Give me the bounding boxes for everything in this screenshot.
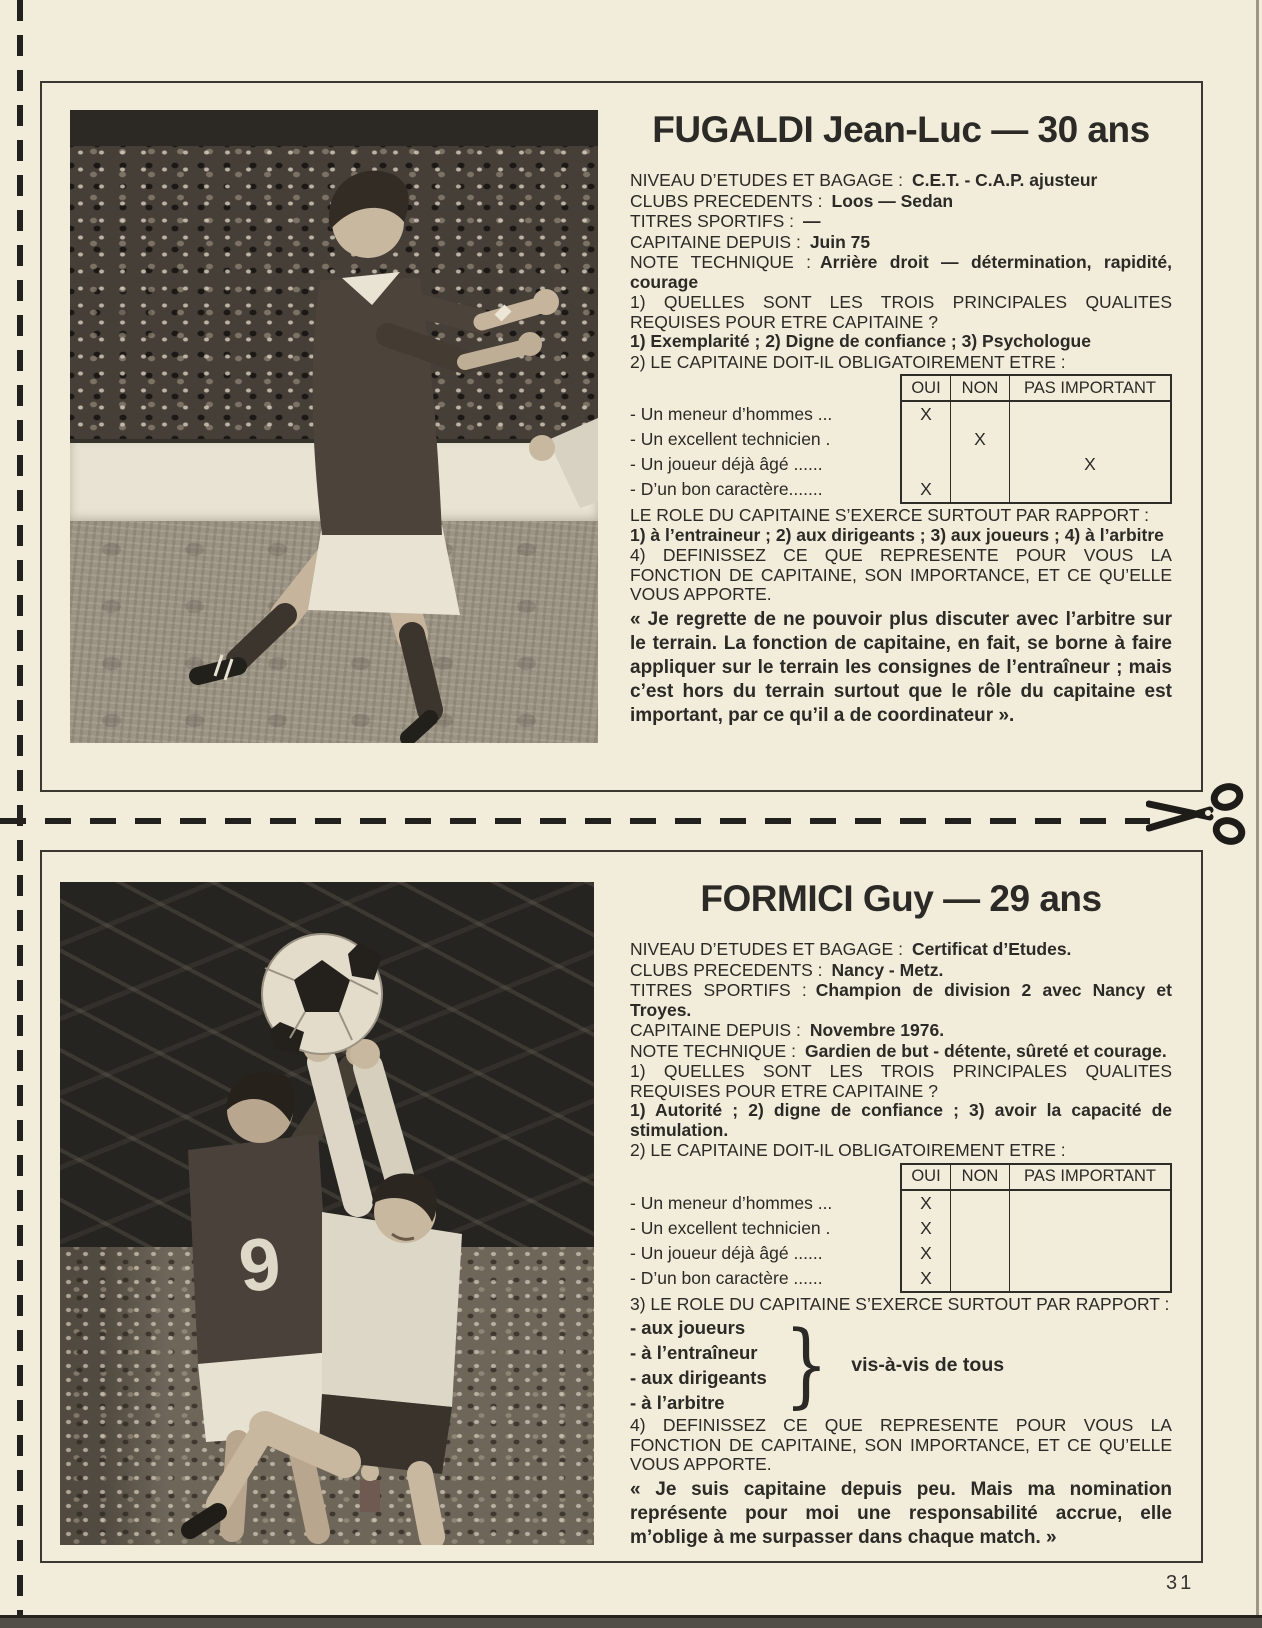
player-quote: « Je regrette de ne pouvoir plus discuter avec l’arbitre sur le terrain. La fonction de capitaine, en fait, se borne à faire appliquer sur le terrain les consignes de l’entraîneur ; mais c’est hors du terrain surtout que le rôle du capitaine est important, par ce qu’il a de coordinateur ».	[630, 608, 1172, 726]
header-non: NON	[951, 1164, 1010, 1190]
cut-dashed-line	[0, 818, 1150, 824]
field-value: Juin 75	[809, 231, 871, 252]
mark-cell	[1010, 1241, 1172, 1266]
question-3-label: 3) LE ROLE DU CAPITAINE S’EXERCE SURTOUT PAR RAPPORT :	[630, 1293, 1170, 1314]
field-label: CAPITAINE DEPUIS :	[630, 1020, 801, 1040]
field-line	[630, 981, 1172, 1020]
mark-cell	[951, 1216, 1010, 1241]
page-right-edge	[1256, 0, 1259, 1628]
mark-cell	[1010, 477, 1172, 503]
field-line	[630, 1042, 1172, 1062]
rapport-list	[630, 1315, 767, 1415]
field-value: Gardien de but - détente, sûreté et courage.	[804, 1040, 1167, 1061]
mark-cell	[951, 1241, 1010, 1266]
field-value: Novembre 1976.	[809, 1020, 945, 1040]
field-label: TITRES SPORTIFS :	[630, 211, 795, 231]
table-header-row	[901, 375, 1171, 401]
criteria-label: - D’un bon caractère ......	[630, 1267, 823, 1288]
background-figure	[360, 1463, 380, 1512]
mark-cell: X	[1010, 452, 1172, 477]
photo-fugaldi	[70, 110, 598, 743]
photo-formici	[60, 882, 594, 1545]
header-oui: OUI	[901, 1164, 951, 1190]
criteria-row-labels	[630, 1163, 900, 1293]
profile-title: FORMICI Guy — 29 ans	[700, 878, 1102, 919]
field-label: CLUBS PRECEDENTS :	[630, 190, 823, 211]
mark-cell: X	[920, 1217, 932, 1238]
question-3-answer: 1) à l’entraineur ; 2) aux dirigeants ; 3) aux joueurs ; 4) à l’arbitre	[630, 524, 1164, 545]
criteria-label: - D’un bon caractère.......	[630, 479, 823, 499]
question-1-label: 1) QUELLES SONT LES TROIS PRINCIPALES QUALITES REQUISES POUR ETRE CAPITAINE ?	[630, 1061, 1172, 1101]
left-trim-dashed-line	[17, 0, 23, 1628]
table-row	[901, 1266, 1171, 1292]
field-value: —	[803, 211, 821, 231]
field-label: NIVEAU D’ETUDES ET BAGAGE :	[630, 939, 903, 959]
table-row	[901, 1216, 1171, 1241]
field-value: Champion de division 2 avec Nancy et Troyes.	[630, 980, 1172, 1020]
rapport-item: - à l’arbitre	[630, 1392, 725, 1413]
field-value: Arrière droit — détermination, rapidité, courage	[630, 252, 1172, 292]
profile-text-formici	[630, 874, 1172, 1550]
question-4-label: 4) DEFINISSEZ CE QUE REPRESENTE POUR VOUS LA FONCTION DE CAPITAINE, SON IMPORTANCE, ET CE QU’ELLE VOUS APPORTE.	[630, 1415, 1172, 1474]
criteria-label: - Un excellent technicien .	[630, 1217, 831, 1238]
header-pas-important: PAS IMPORTANT	[1010, 1164, 1172, 1190]
table-row	[901, 401, 1171, 427]
goalkeeper-illustration	[60, 882, 594, 1545]
field-line	[630, 253, 1172, 292]
rapport-item: - aux dirigeants	[630, 1367, 767, 1388]
profile-card-formici	[40, 850, 1203, 1563]
mark-cell	[901, 452, 951, 477]
field-line	[630, 192, 1172, 212]
mark-cell	[1010, 1216, 1172, 1241]
player-figure	[198, 171, 559, 738]
table-row	[901, 452, 1171, 477]
question-2-label: 2) LE CAPITAINE DOIT-IL OBLIGATOIREMENT ETRE :	[630, 351, 1066, 372]
mark-cell	[951, 1266, 1010, 1292]
field-label: NOTE TECHNIQUE :	[630, 252, 811, 272]
mark-cell	[1010, 427, 1172, 452]
table-row	[901, 427, 1171, 452]
criteria-row-labels	[630, 374, 900, 504]
field-line	[630, 171, 1172, 191]
field-label: NIVEAU D’ETUDES ET BAGAGE :	[630, 170, 903, 190]
brace-icon: }	[784, 1311, 828, 1418]
field-line	[630, 1021, 1172, 1041]
criteria-table-group	[630, 1163, 1172, 1293]
mark-cell	[951, 477, 1010, 503]
oui-non-table	[900, 1163, 1172, 1293]
page-number: 31	[1166, 1572, 1195, 1594]
rapport-item: - aux joueurs	[630, 1317, 746, 1338]
profile-text-fugaldi	[630, 105, 1172, 728]
mark-cell	[1010, 1190, 1172, 1216]
player-figure-illustration	[70, 110, 598, 743]
criteria-label: - Un joueur déjà âgé ......	[630, 1242, 823, 1263]
field-line	[630, 940, 1172, 960]
table-header-row	[901, 1164, 1171, 1190]
field-value: Certificat d’Etudes.	[911, 939, 1072, 959]
mark-cell	[1010, 401, 1172, 427]
mark-cell	[951, 452, 1010, 477]
question-3-label: LE ROLE DU CAPITAINE S’EXERCE SURTOUT PAR RAPPORT :	[630, 505, 1149, 525]
rapport-item: - à l’entraîneur	[630, 1342, 758, 1363]
field-value: C.E.T. - C.A.P. ajusteur	[911, 170, 1098, 190]
criteria-label: - Un meneur d’hommes ...	[630, 1192, 833, 1213]
mark-cell	[1010, 1266, 1172, 1292]
question-1-answer: 1) Autorité ; 2) digne de confiance ; 3) avoir la capacité de stimulation.	[630, 1100, 1172, 1140]
player-quote: « Je suis capitaine depuis peu. Mais ma nomination représente pour moi une responsabilité accrue, elle m’oblige à me surpasser dans chaque match. »	[630, 1478, 1172, 1548]
mark-cell: X	[920, 479, 932, 499]
field-label: NOTE TECHNIQUE :	[630, 1040, 796, 1061]
mark-cell: X	[920, 1242, 932, 1263]
bottom-scan-bar	[0, 1615, 1262, 1628]
field-label: CAPITAINE DEPUIS :	[630, 231, 801, 252]
mark-cell	[951, 1190, 1010, 1216]
rapport-note: vis-à-vis de tous	[851, 1353, 1005, 1376]
field-line	[630, 961, 1172, 981]
profile-card-fugaldi	[40, 81, 1203, 792]
header-non: NON	[951, 375, 1010, 401]
table-row	[901, 1241, 1171, 1266]
mark-cell: X	[920, 1267, 932, 1288]
football-ball	[262, 934, 382, 1054]
mark-cell: X	[920, 404, 932, 424]
mark-cell: X	[951, 427, 1010, 452]
field-line	[630, 212, 1172, 232]
header-oui: OUI	[901, 375, 951, 401]
header-pas-important: PAS IMPORTANT	[1010, 375, 1172, 401]
mark-cell: X	[920, 1192, 932, 1213]
field-value: Loos — Sedan	[831, 190, 954, 211]
oui-non-table	[900, 374, 1172, 504]
criteria-label: - Un joueur déjà âgé ......	[630, 454, 823, 474]
question-1-label: 1) QUELLES SONT LES TROIS PRINCIPALES QUALITES REQUISES POUR ETRE CAPITAINE ?	[630, 292, 1172, 332]
question-4-label: 4) DEFINISSEZ CE QUE REPRESENTE POUR VOUS LA FONCTION DE CAPITAINE, SON IMPORTANCE, ET CE QU’ELLE VOUS APPORTE.	[630, 545, 1172, 604]
field-label: CLUBS PRECEDENTS :	[630, 959, 823, 980]
rapport-brace-group	[630, 1311, 1172, 1418]
question-2-label: 2) LE CAPITAINE DOIT-IL OBLIGATOIREMENT ETRE :	[630, 1140, 1066, 1160]
criteria-label: - Un meneur d’hommes ...	[630, 404, 833, 424]
table-row	[901, 1190, 1171, 1216]
question-1-answer: 1) Exemplarité ; 2) Digne de confiance ; 3) Psychologue	[630, 331, 1091, 351]
criteria-table-group	[630, 374, 1172, 504]
mark-cell	[901, 427, 951, 452]
field-value: Nancy - Metz.	[831, 959, 944, 980]
field-line	[630, 233, 1172, 253]
table-row	[901, 477, 1171, 503]
profile-title: FUGALDI Jean-Luc — 30 ans	[652, 109, 1150, 150]
jersey-number: 9	[234, 1221, 285, 1308]
mark-cell	[951, 401, 1010, 427]
opponent-arm	[529, 418, 598, 508]
criteria-label: - Un excellent technicien .	[630, 429, 831, 449]
field-label: TITRES SPORTIFS :	[630, 980, 807, 1000]
